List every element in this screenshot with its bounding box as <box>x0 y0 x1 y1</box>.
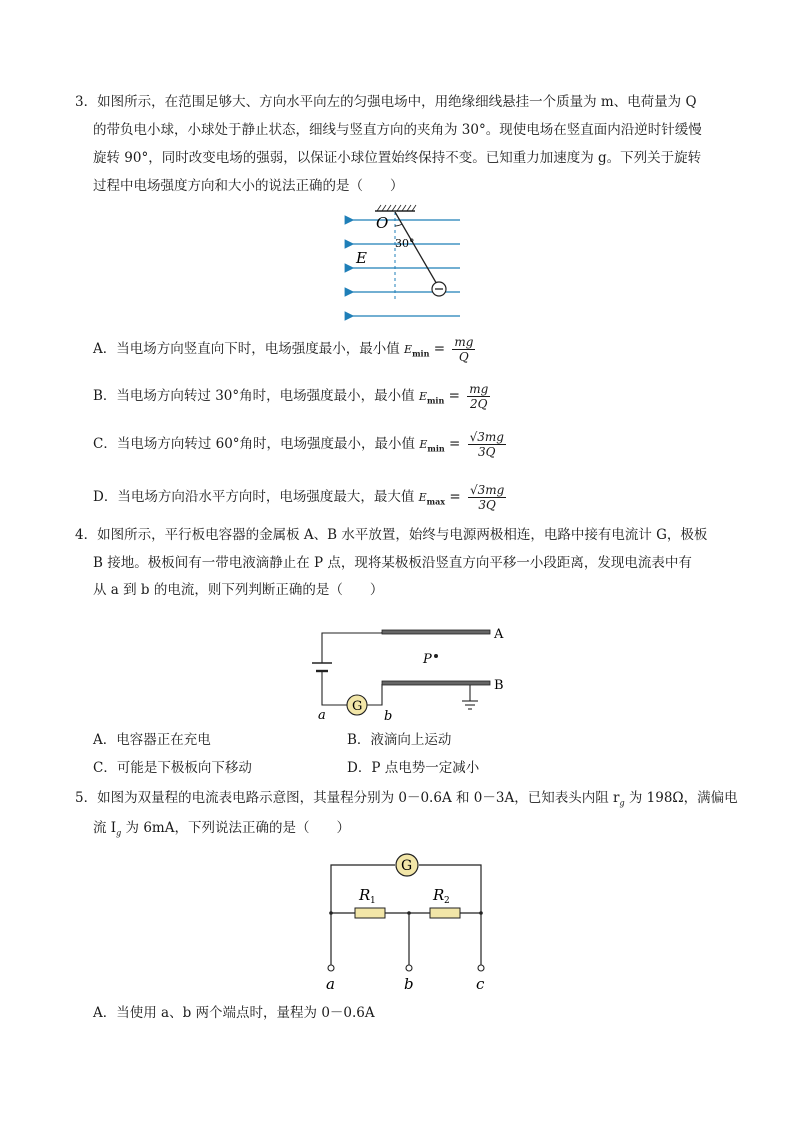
terminal-b <box>406 965 412 971</box>
label-R2: R <box>433 886 445 904</box>
q3-option-d-text: D．当电场方向沿水平方向时，电场强度最大，最大值 <box>93 489 415 505</box>
terminal-c <box>478 965 484 971</box>
ceiling-hatch <box>377 205 416 211</box>
q3-option-a-text: A．当电场方向竖直向下时，电场强度最小，最小值 <box>93 341 400 357</box>
resistor-R1 <box>355 908 385 918</box>
label-A: A <box>494 627 504 642</box>
q5-line-2: 流 $I_g$ 为 6mA，下列说法正确的是（ ） <box>93 820 350 838</box>
resistor-R2 <box>430 908 460 918</box>
label-G: G <box>401 858 413 874</box>
wire-right-bottom <box>367 684 382 705</box>
q5-ammeter-figure <box>315 845 500 995</box>
label-E: E <box>356 249 367 267</box>
plate-B <box>382 681 490 685</box>
label-G: G <box>352 699 363 714</box>
q3-option-b <box>93 382 490 411</box>
label-angle: 30° <box>395 237 415 250</box>
label-a: a <box>318 708 326 723</box>
q3-option-c <box>93 430 506 459</box>
wire-top <box>322 633 382 663</box>
equals: = <box>449 489 461 505</box>
q4-option-a: A．电容器正在充电 <box>93 732 211 748</box>
e-symbol: E <box>404 343 413 356</box>
plate-A <box>382 630 490 634</box>
e-subscript: min <box>426 395 445 406</box>
label-R1: R <box>359 886 371 904</box>
q4-line-1: 4．如图所示，平行板电容器的金属板 A、B 水平放置，始终与电源两极相连，电路中接有电流计 G，极板 <box>75 527 708 543</box>
e-subscript: min <box>427 443 445 454</box>
q3-line-4: 过程中电场强度方向和大小的说法正确的是（ ） <box>93 178 404 194</box>
label-B: B <box>494 678 504 693</box>
q3-pendulum-figure <box>340 200 470 325</box>
point-P-dot <box>434 654 438 658</box>
q3-option-b-text: B．当电场方向转过 30°角时，电场强度最小，最小值 <box>93 388 415 404</box>
label-a: a <box>326 975 335 993</box>
e-symbol: E <box>418 491 427 504</box>
label-b: b <box>404 975 414 993</box>
q3-line-3: 旋转 90°，同时改变电场的强弱，以保证小球位置始终保持不变。已知重力加速度为 g。下列关于旋转 <box>93 150 702 166</box>
q3-line-1: 3．如图所示，在范围足够大、方向水平向左的匀强电场中，用绝缘细线悬挂一个质量为 m、电荷量为 Q <box>75 94 697 110</box>
e-subscript: max <box>426 496 446 507</box>
wire-right <box>419 865 481 913</box>
label-P: P <box>423 652 432 667</box>
q5-option-a: A．当使用 a、b 两个端点时，量程为 0－0.6A <box>93 1005 375 1021</box>
wire-left-bottom <box>322 671 347 705</box>
fraction: $\frac{√3mg}{3Q}$ <box>469 483 505 512</box>
angle-arc <box>395 224 402 226</box>
equals: = <box>449 436 461 452</box>
field-lines <box>353 220 460 316</box>
e-symbol: E <box>419 438 428 451</box>
terminal-a <box>328 965 334 971</box>
e-symbol: E <box>418 390 427 403</box>
equals: = <box>448 388 460 404</box>
q4-option-d: D．P 点电势一定减小 <box>347 760 480 776</box>
q4-option-b: B．液滴向上运动 <box>347 732 452 748</box>
fraction: $\frac{√3mg}{3Q}$ <box>469 430 504 459</box>
q3-line-2: 的带负电小球，小球处于静止状态，细线与竖直方向的夹角为 30°。现使电场在竖直面内沿逆时针缓慢 <box>93 122 702 138</box>
label-R1-sub: 1 <box>370 896 376 906</box>
fraction: $\frac{mg}{2Q}$ <box>469 382 489 411</box>
q3-option-d <box>93 483 506 512</box>
label-b: b <box>384 709 393 724</box>
q4-option-c: C．可能是下极板向下移动 <box>93 760 252 776</box>
equals: = <box>433 341 446 357</box>
fraction: $\frac{mg}{Q}$ <box>454 335 474 364</box>
q4-line-3: 从 a 到 b 的电流，则下列判断正确的是（ ） <box>93 582 384 598</box>
label-c: c <box>476 975 485 993</box>
q4-line-2: B 接地。极板间有一带电液滴静止在 P 点，现将某极板沿竖直方向平移一小段距离，发现电流表中有 <box>93 555 692 571</box>
q3-option-a <box>93 335 475 364</box>
e-subscript: min <box>412 348 430 359</box>
q5-line-1: 5．如图为双量程的电流表电路示意图，其量程分别为 0－0.6A 和 0－3A，已知表头内阻 $r_g$ 为 198Ω，满偏电 <box>75 790 738 808</box>
q4-capacitor-figure <box>300 605 520 725</box>
q3-option-c-text: C．当电场方向转过 60°角时，电场强度最小，最小值 <box>93 436 416 452</box>
label-R2-sub: 2 <box>444 896 450 906</box>
label-O: O <box>376 214 389 232</box>
